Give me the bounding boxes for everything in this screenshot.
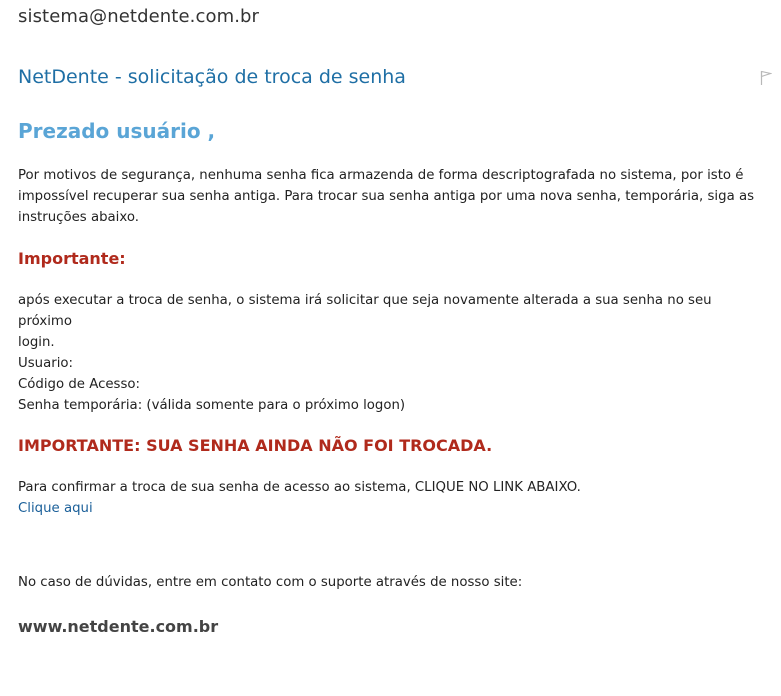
flag-icon[interactable] [760,70,772,86]
email-subject: NetDente - solicitação de troca de senha [18,66,406,88]
senha-temporaria-label: Senha temporária: (válida somente para o próximo logon) [18,398,406,413]
intro-line: impossível recuperar sua senha antiga. Para trocar sua senha antiga por uma nova senha, temporária, siga as [18,189,755,204]
codigo-acesso-label: Código de Acesso: [18,377,141,392]
intro-line: instruções abaixo. [18,210,139,225]
confirm-text: Para confirmar a troca de sua senha de acesso ao sistema, CLIQUE NO LINK ABAIXO. [18,480,581,495]
important-heading: Importante: [18,249,126,268]
greeting: Prezado usuário , [18,119,216,143]
intro-paragraph [18,165,758,228]
intro-line: Por motivos de segurança, nenhuma senha fica armazenda de forma descriptografada no sistema, por isto é [18,168,744,183]
support-text: No caso de dúvidas, entre em contato com o suporte através de nosso site: [18,575,523,590]
after-change-paragraph [18,290,758,353]
warning-heading: IMPORTANTE: SUA SENHA AINDA NÃO FOI TROCADA. [18,436,493,455]
sender-address: sistema@netdente.com.br [18,6,260,27]
after-line: login. [18,335,55,350]
after-line: após executar a troca de senha, o sistema irá solicitar que seja novamente alterada a sua senha no seu próximo [18,293,712,329]
usuario-label: Usuario: [18,356,74,371]
clique-aqui-link[interactable]: Clique aqui [18,501,93,516]
site-address: www.netdente.com.br [18,617,219,636]
credentials-block [18,353,405,416]
